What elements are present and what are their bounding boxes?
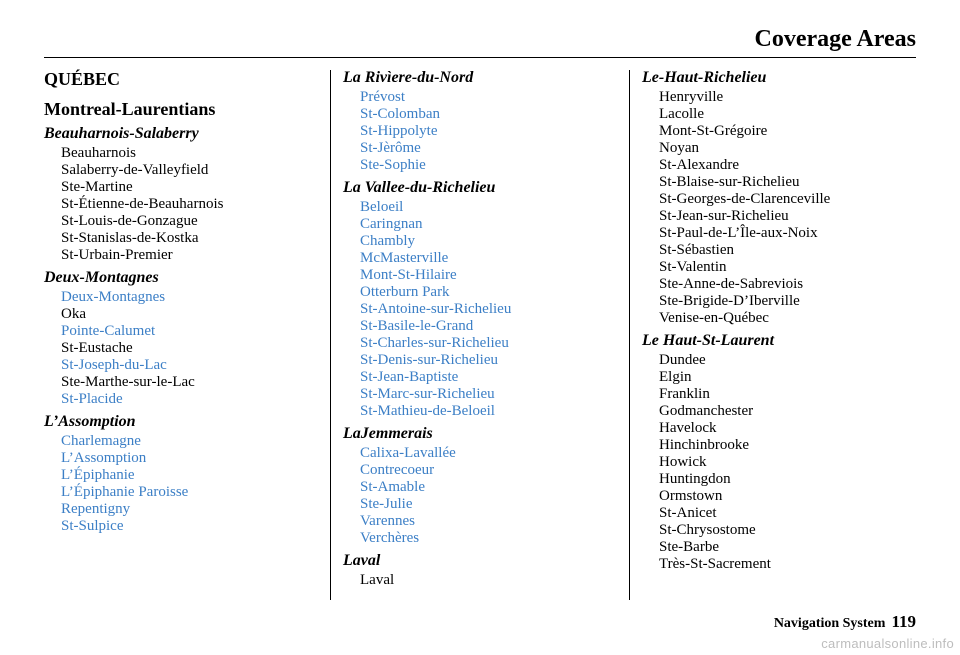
town-item: Ste-Barbe — [659, 539, 719, 555]
town-link[interactable]: Contrecoeur — [360, 462, 435, 478]
town-list — [44, 145, 324, 264]
town-item: Très-St-Sacrement — [659, 556, 771, 572]
town-link[interactable]: St-Placide — [61, 391, 123, 407]
town-link[interactable]: St-Jèrôme — [360, 140, 421, 156]
town-link[interactable]: Beloeil — [360, 199, 404, 215]
county-heading: L’Assomption — [44, 413, 136, 430]
town-item: Franklin — [659, 386, 710, 402]
town-item: Elgin — [659, 369, 692, 385]
town-item: Salaberry-de-Valleyfield — [61, 162, 209, 178]
town-item: Lacolle — [659, 106, 704, 122]
town-list — [642, 352, 922, 573]
town-item: St-Blaise-sur-Richelieu — [659, 174, 800, 190]
town-list — [343, 89, 623, 174]
town-item: St-Paul-de-L’Île-aux-Noix — [659, 225, 818, 241]
county-heading: LaJemmerais — [343, 425, 433, 442]
town-item: St-Valentin — [659, 259, 727, 275]
town-link[interactable]: L’Épiphanie Paroisse — [61, 484, 189, 500]
town-link[interactable]: Deux-Montagnes — [61, 289, 166, 305]
town-link[interactable]: St-Colomban — [360, 106, 441, 122]
town-link[interactable]: Otterburn Park — [360, 284, 450, 300]
town-link[interactable]: Ste-Julie — [360, 496, 413, 512]
town-link[interactable]: St-Joseph-du-Lac — [61, 357, 167, 373]
town-link[interactable]: Verchères — [360, 530, 420, 546]
town-link[interactable]: Chambly — [360, 233, 415, 249]
column-1 — [44, 68, 324, 539]
town-item: St-Jean-sur-Richelieu — [659, 208, 789, 224]
town-item: Godmanchester — [659, 403, 754, 419]
county-heading: Deux-Montagnes — [44, 269, 159, 286]
page-footer — [774, 613, 916, 633]
town-link[interactable]: Pointe-Calumet — [61, 323, 156, 339]
town-item: Hinchinbrooke — [659, 437, 749, 453]
town-link[interactable]: Caringnan — [360, 216, 423, 232]
county-heading: La Vallee-du-Richelieu — [343, 179, 496, 196]
town-list — [343, 199, 623, 420]
page-number: 119 — [891, 612, 916, 631]
town-link[interactable]: Ste-Sophie — [360, 157, 426, 173]
town-link[interactable]: St-Denis-sur-Richelieu — [360, 352, 499, 368]
footer-label: Navigation System — [773, 616, 886, 631]
column-divider — [330, 70, 331, 600]
town-list — [44, 433, 324, 535]
town-link[interactable]: St-Antoine-sur-Richelieu — [360, 301, 512, 317]
town-link[interactable]: Prévost — [360, 89, 405, 105]
town-item: Henryville — [659, 89, 724, 105]
county-heading: Le-Haut-Richelieu — [642, 69, 767, 86]
town-list — [343, 445, 623, 547]
page-title: Coverage Areas — [754, 26, 916, 52]
town-link[interactable]: St-Jean-Baptiste — [360, 369, 459, 385]
town-item: Huntingdon — [659, 471, 731, 487]
town-item: Noyan — [659, 140, 699, 156]
town-link[interactable]: L’Assomption — [61, 450, 147, 466]
town-item: St-Anicet — [659, 505, 717, 521]
town-item: St-Georges-de-Clarenceville — [659, 191, 831, 207]
county-heading: Beauharnois-Salaberry — [44, 125, 199, 142]
town-item: Laval — [360, 572, 395, 588]
town-item: Oka — [61, 306, 86, 322]
county-heading: Le Haut-St-Laurent — [642, 332, 775, 349]
town-link[interactable]: Calixa-Lavallée — [360, 445, 456, 461]
town-item: St-Urbain-Premier — [61, 247, 173, 263]
watermark: carmanualsonline.info — [821, 636, 954, 651]
county-heading: La Rivìere-du-Nord — [343, 69, 474, 86]
town-list — [44, 289, 324, 408]
town-list — [343, 572, 623, 589]
town-item: Mont-St-Grégoire — [659, 123, 768, 139]
town-item: Ste-Martine — [61, 179, 133, 195]
town-item: Ormstown — [659, 488, 723, 504]
town-link[interactable]: McMasterville — [360, 250, 449, 266]
town-item: Ste-Brigide-D’Iberville — [659, 293, 800, 309]
town-link[interactable]: Charlemagne — [61, 433, 141, 449]
county-heading: Laval — [343, 552, 381, 569]
header-rule — [44, 57, 916, 58]
province-heading: QUÉBEC — [44, 69, 121, 89]
town-link[interactable]: Mont-St-Hilaire — [360, 267, 457, 283]
town-link[interactable]: St-Hippolyte — [360, 123, 438, 139]
town-item: Havelock — [659, 420, 717, 436]
town-item: St-Eustache — [61, 340, 133, 356]
column-2 — [343, 68, 623, 593]
town-link[interactable]: Repentigny — [61, 501, 131, 517]
town-link[interactable]: Varennes — [360, 513, 415, 529]
town-list — [642, 89, 922, 327]
town-item: Venise-en-Québec — [659, 310, 769, 326]
town-item: Ste-Anne-de-Sabreviois — [659, 276, 804, 292]
town-item: St-Alexandre — [659, 157, 739, 173]
town-link[interactable]: St-Mathieu-de-Beloeil — [360, 403, 495, 419]
town-item: Beauharnois — [61, 145, 136, 161]
town-item: St-Stanislas-de-Kostka — [61, 230, 199, 246]
town-link[interactable]: L’Épiphanie — [61, 467, 135, 483]
column-divider — [629, 70, 630, 600]
town-link[interactable]: St-Sulpice — [61, 518, 124, 534]
town-item: St-Chrysostome — [659, 522, 756, 538]
town-link[interactable]: St-Basile-le-Grand — [360, 318, 474, 334]
town-item: Ste-Marthe-sur-le-Lac — [61, 374, 195, 390]
town-link[interactable]: St-Charles-sur-Richelieu — [360, 335, 509, 351]
town-item: St-Étienne-de-Beauharnois — [61, 196, 224, 212]
town-item: St-Louis-de-Gonzague — [61, 213, 198, 229]
town-item: Howick — [659, 454, 707, 470]
town-item: St-Sébastien — [659, 242, 734, 258]
column-3 — [642, 68, 922, 577]
town-link[interactable]: St-Amable — [360, 479, 425, 495]
town-link[interactable]: St-Marc-sur-Richelieu — [360, 386, 495, 402]
region-heading: Montreal-Laurentians — [44, 99, 216, 119]
town-item: Dundee — [659, 352, 706, 368]
